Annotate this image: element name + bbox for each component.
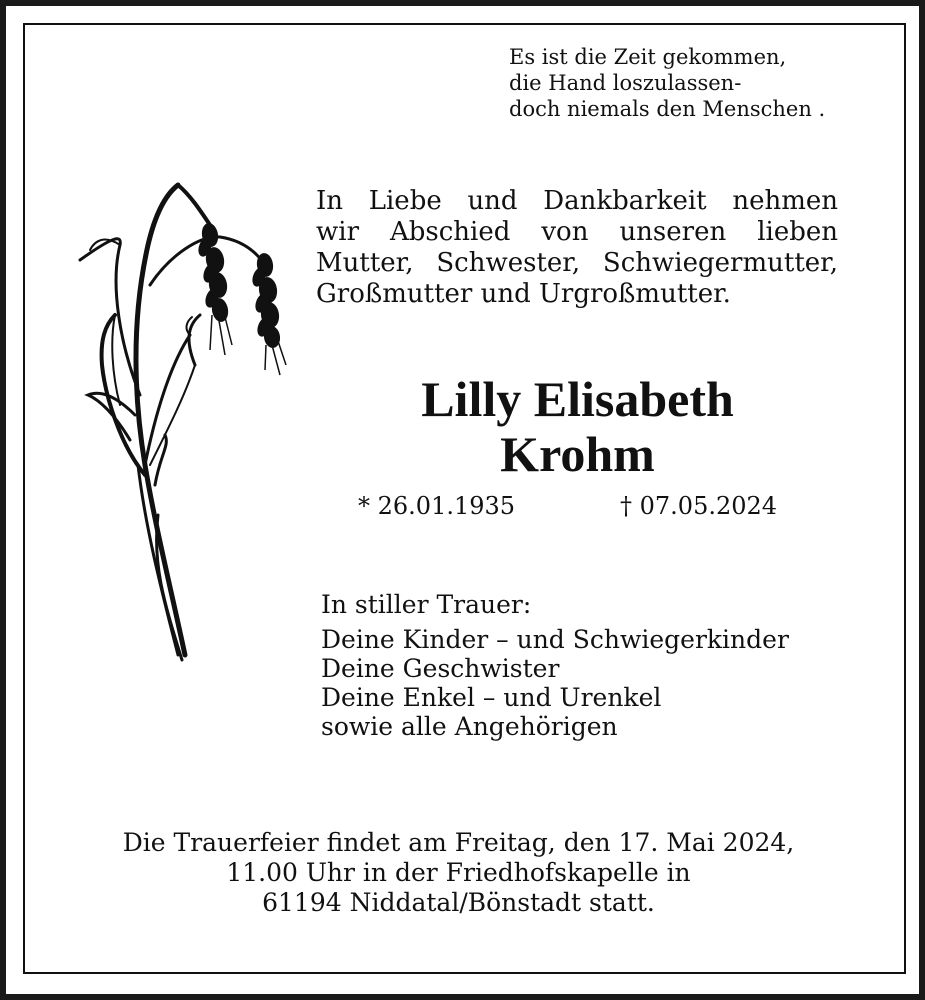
mourner-line: sowie alle Angehörigen <box>321 712 618 741</box>
funeral-line: Die Trauerfeier findet am Freitag, den 17. Mai 2024, <box>122 828 795 857</box>
death-date: † 07.05.2024 <box>620 492 778 520</box>
intro-line: Mutter, Schwester, Schwiegermutter, <box>316 248 838 278</box>
deceased-name-first: Lilly Elisabeth <box>421 371 734 427</box>
intro-line: Großmutter und Urgroßmutter. <box>316 279 731 309</box>
mourner-line: Deine Kinder – und Schwiegerkinder <box>321 625 789 654</box>
motto-line: die Hand loszulassen- <box>509 71 742 95</box>
mourning-title: In stiller Trauer: <box>321 590 532 619</box>
deceased-name-last: Krohm <box>500 426 655 482</box>
mourner-line: Deine Geschwister <box>321 654 560 683</box>
motto-line: doch niemals den Menschen . <box>509 97 826 121</box>
funeral-info <box>17 828 900 918</box>
intro-text <box>316 186 838 310</box>
wheat-stalk-icon <box>60 165 300 665</box>
intro-line: In Liebe und Dankbarkeit nehmen <box>316 186 838 216</box>
motto-line: Es ist die Zeit gekommen, <box>509 45 787 69</box>
deceased-name <box>300 372 855 482</box>
funeral-line: 11.00 Uhr in der Friedhofskapelle in <box>226 858 691 887</box>
intro-line: wir Abschied von unseren lieben <box>316 217 838 247</box>
funeral-line: 61194 Niddatal/Bönstadt statt. <box>262 888 655 917</box>
mourner-line: Deine Enkel – und Urenkel <box>321 683 662 712</box>
birth-date: * 26.01.1935 <box>358 492 516 520</box>
mourners-list <box>321 625 789 741</box>
motto <box>509 44 825 122</box>
